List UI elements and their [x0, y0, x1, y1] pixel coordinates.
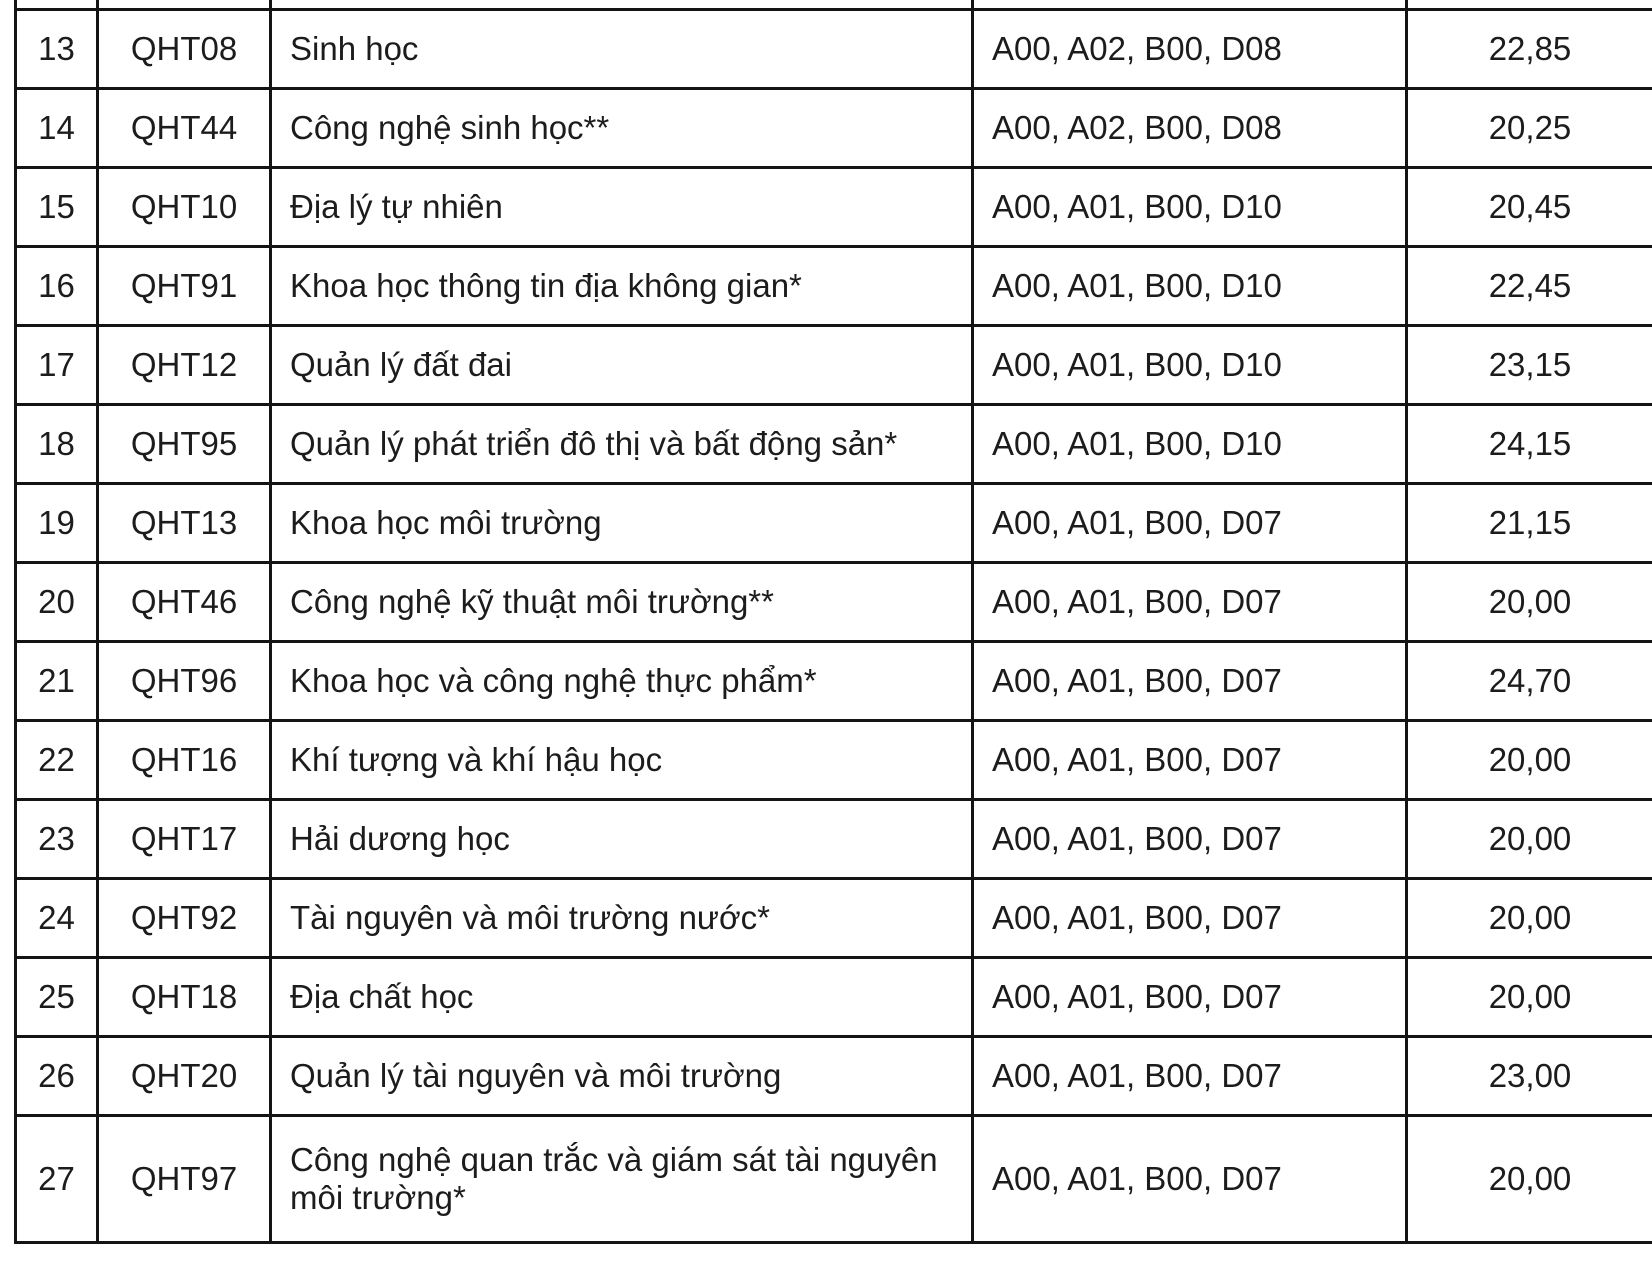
table-row — [16, 563, 1652, 642]
admission-score-cell: 20,00 — [1407, 800, 1652, 879]
table-row — [16, 168, 1652, 247]
major-name-cell: Công nghệ quan trắc và giám sát tài nguyên môi trường* — [271, 1116, 973, 1243]
major-name-cell: Khoa học thông tin địa không gian* — [271, 247, 973, 326]
admission-score-cell: 23,15 — [1407, 326, 1652, 405]
major-name-cell: Khí tượng và khí hậu học — [271, 721, 973, 800]
table-row — [16, 879, 1652, 958]
major-code-cell: QHT91 — [98, 247, 271, 326]
row-number-cell: 27 — [16, 1116, 98, 1243]
subject-combination-cell: A00, A01, B00, D07 — [973, 563, 1407, 642]
major-name-cell: Khoa học môi trường — [271, 484, 973, 563]
subject-combination-cell: A00, A01, B00, D07 — [973, 800, 1407, 879]
table-row — [16, 958, 1652, 1037]
admission-score-cell: 20,25 — [1407, 89, 1652, 168]
major-code-cell: QHT20 — [98, 1037, 271, 1116]
row-number-cell: 26 — [16, 1037, 98, 1116]
table-row — [16, 484, 1652, 563]
admission-score-cell: 21,15 — [1407, 484, 1652, 563]
major-code-cell: QHT13 — [98, 484, 271, 563]
row-number-cell: 15 — [16, 168, 98, 247]
subject-combination-cell: A00, A01, B00, D07 — [973, 879, 1407, 958]
major-name-cell: Công nghệ sinh học** — [271, 89, 973, 168]
row-number-cell: 21 — [16, 642, 98, 721]
admission-score-cell: 23,00 — [1407, 1037, 1652, 1116]
subject-combination-cell: A00, A01, B00, D10 — [973, 405, 1407, 484]
subject-combination-cell: A00, A02, B00, D08 — [973, 10, 1407, 89]
table-row — [16, 326, 1652, 405]
row-number-cell: 13 — [16, 10, 98, 89]
subject-combination-cell: A00, A01, B00, D07 — [973, 642, 1407, 721]
admission-score-cell: 20,00 — [1407, 721, 1652, 800]
major-code-cell: QHT17 — [98, 800, 271, 879]
table-body — [16, 0, 1652, 1243]
major-code-cell: QHT46 — [98, 563, 271, 642]
major-code-cell: QHT97 — [98, 1116, 271, 1243]
admission-score-cell: 24,70 — [1407, 642, 1652, 721]
major-code-cell: QHT92 — [98, 879, 271, 958]
row-number-cell: 23 — [16, 800, 98, 879]
admission-score-cell: 22,45 — [1407, 247, 1652, 326]
major-code-cell: QHT10 — [98, 168, 271, 247]
table-row — [16, 1116, 1652, 1243]
table-cell — [271, 0, 973, 10]
row-number-cell: 16 — [16, 247, 98, 326]
row-number-cell: 22 — [16, 721, 98, 800]
admission-score-cell: 20,00 — [1407, 958, 1652, 1037]
table-cell — [98, 0, 271, 10]
table-row — [16, 89, 1652, 168]
subject-combination-cell: A00, A01, B00, D10 — [973, 168, 1407, 247]
table-row — [16, 10, 1652, 89]
table-row — [16, 247, 1652, 326]
subject-combination-cell: A00, A01, B00, D07 — [973, 958, 1407, 1037]
row-number-cell: 20 — [16, 563, 98, 642]
admission-score-table-container — [14, 0, 1652, 1244]
major-name-cell: Quản lý đất đai — [271, 326, 973, 405]
table-row — [16, 1037, 1652, 1116]
subject-combination-cell: A00, A01, B00, D07 — [973, 721, 1407, 800]
row-number-cell: 14 — [16, 89, 98, 168]
table-row — [16, 800, 1652, 879]
major-code-cell: QHT08 — [98, 10, 271, 89]
major-code-cell: QHT95 — [98, 405, 271, 484]
major-code-cell: QHT16 — [98, 721, 271, 800]
subject-combination-cell: A00, A02, B00, D08 — [973, 89, 1407, 168]
admission-score-cell: 20,00 — [1407, 1116, 1652, 1243]
major-name-cell: Hải dương học — [271, 800, 973, 879]
admission-score-cell: 22,85 — [1407, 10, 1652, 89]
major-name-cell: Quản lý tài nguyên và môi trường — [271, 1037, 973, 1116]
table-cell — [16, 0, 98, 10]
subject-combination-cell: A00, A01, B00, D07 — [973, 484, 1407, 563]
row-number-cell: 19 — [16, 484, 98, 563]
row-number-cell: 24 — [16, 879, 98, 958]
admission-score-table — [14, 0, 1652, 1244]
subject-combination-cell: A00, A01, B00, D10 — [973, 326, 1407, 405]
table-cell — [1407, 0, 1652, 10]
table-row — [16, 721, 1652, 800]
subject-combination-cell: A00, A01, B00, D10 — [973, 247, 1407, 326]
page-bottom-edge — [0, 1276, 1652, 1282]
major-name-cell: Địa chất học — [271, 958, 973, 1037]
admission-score-cell: 20,00 — [1407, 879, 1652, 958]
table-cell — [973, 0, 1407, 10]
major-name-cell: Công nghệ kỹ thuật môi trường** — [271, 563, 973, 642]
major-name-cell: Địa lý tự nhiên — [271, 168, 973, 247]
table-row — [16, 405, 1652, 484]
major-code-cell: QHT12 — [98, 326, 271, 405]
admission-score-cell: 20,45 — [1407, 168, 1652, 247]
subject-combination-cell: A00, A01, B00, D07 — [973, 1037, 1407, 1116]
major-code-cell: QHT44 — [98, 89, 271, 168]
row-number-cell: 18 — [16, 405, 98, 484]
major-code-cell: QHT96 — [98, 642, 271, 721]
admission-score-cell: 20,00 — [1407, 563, 1652, 642]
major-name-cell: Sinh học — [271, 10, 973, 89]
admission-score-cell: 24,15 — [1407, 405, 1652, 484]
subject-combination-cell: A00, A01, B00, D07 — [973, 1116, 1407, 1243]
major-name-cell: Quản lý phát triển đô thị và bất động sản* — [271, 405, 973, 484]
row-number-cell: 25 — [16, 958, 98, 1037]
table-row — [16, 642, 1652, 721]
major-name-cell: Tài nguyên và môi trường nước* — [271, 879, 973, 958]
major-code-cell: QHT18 — [98, 958, 271, 1037]
table-row-partial — [16, 0, 1652, 10]
row-number-cell: 17 — [16, 326, 98, 405]
major-name-cell: Khoa học và công nghệ thực phẩm* — [271, 642, 973, 721]
